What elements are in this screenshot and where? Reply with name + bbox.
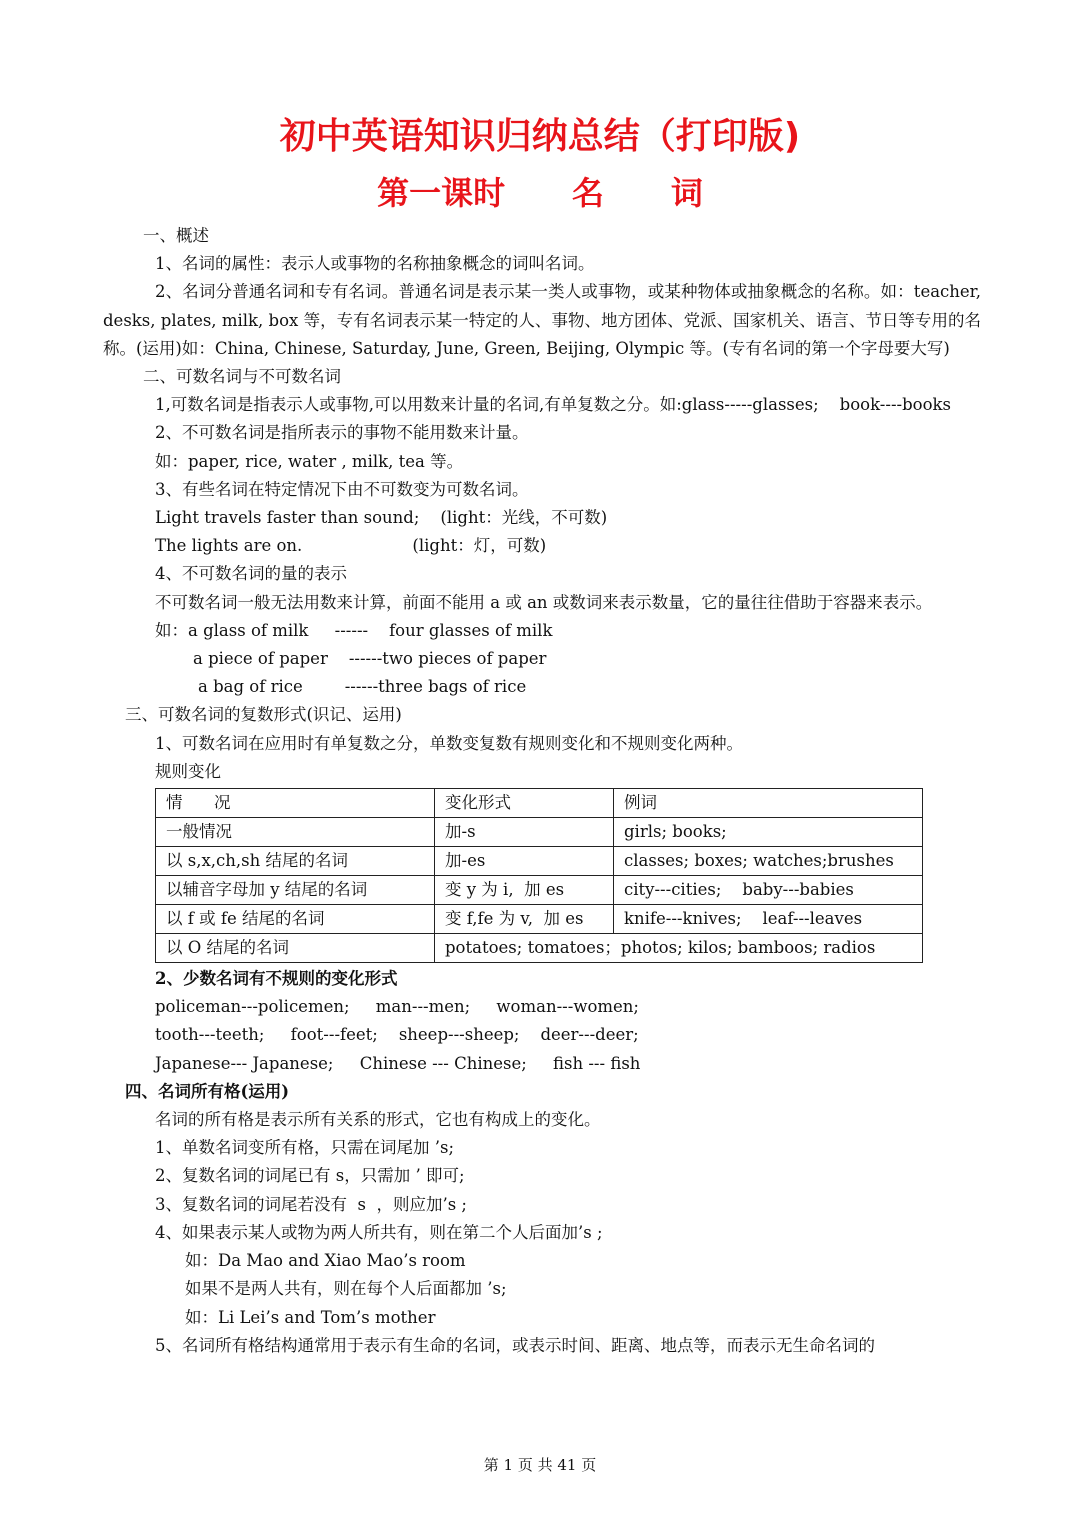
paragraph-possessive-5: 5、名词所有格结构通常用于表示有生命的名词，或表示时间、距离、地点等，而表示无生命名词的 [155,1335,875,1355]
paragraph-overview-1: 1、名词的属性：表示人或事物的名称抽象概念的词叫名词。 [155,254,595,274]
example-light-countable: The lights are on. (light：灯，可数) [155,536,547,556]
table-header-form: 变化形式 [435,789,614,818]
paragraph-overview-2: 2、名词分普通名词和专有名词。普通名词是表示某一类人或事物，或某种物体或抽象概念的名称。如：teacher, desks, plates, milk, box 等，专有名词表示某一特定的人、事物、地方团体、党派、国家机关、语言、节日等专用的名称。(运用)如：China, Chinese, Saturday, June, Green, Beijing, Olympic 等。(专有名词的第一个字母要大写) [103,282,987,358]
paragraph-possessive-4: 4、如果表示某人或物为两人所共有，则在第二个人后面加’s ; [155,1222,603,1242]
paragraph-possessive-3: 3、复数名词的词尾若没有 s ，则应加’s ; [155,1194,467,1214]
page-number-footer: 第 1 页 共 41 页 [483,1456,597,1474]
table-cell-case: 以 s,x,ch,sh 结尾的名词 [156,847,435,876]
table-header-case: 情 况 [156,789,435,818]
paragraph-countable-4-desc: 不可数名词一般无法用数来计算，前面不能用 a 或 an 或数词来表示数量，它的量往往借助于容器来表示。 [155,592,933,612]
paragraph-possessive-1: 1、单数名词变所有格，只需在词尾加 ’s; [155,1138,455,1158]
table-cell-examples: classes; boxes; watches;brushes [614,847,923,876]
table-cell-case: 以 f 或 fe 结尾的名词 [156,905,435,934]
note-not-shared: 如果不是两人共有，则在每个人后面都加 ’s; [185,1279,507,1299]
example-piece-of-paper: a piece of paper ------two pieces of paper [193,649,547,669]
table-cell-form: 变 f,fe 为 v, 加 es [435,905,614,934]
section-heading-countable: 二、可数名词与不可数名词 [143,367,341,387]
table-cell-form: 加-s [435,818,614,847]
table-row [156,876,923,905]
table-cell-examples: city---cities; baby---babies [614,876,923,905]
paragraph-countable-4: 4、不可数名词的量的表示 [155,564,347,584]
section-heading-plural: 三、可数名词的复数形式(识记、运用) [125,705,402,725]
table-header-examples: 例词 [614,789,923,818]
table-row [156,905,923,934]
paragraph-possessive-2: 2、复数名词的词尾已有 s，只需加 ’ 即可; [155,1166,465,1186]
paragraph-countable-1: 1,可数名词是指表示人或事物,可以用数来计量的名词,有单复数之分。如:glass-----glasses; book----books [155,395,951,415]
table-cell-examples-merged: potatoes; tomatoes；photos; kilos; bamboos; radios [435,934,923,963]
document-title: 初中英语知识归纳总结（打印版) [279,116,801,157]
paragraph-plural-2: 2、少数名词有不规则的变化形式 [155,969,398,989]
irregular-line-2: tooth---teeth; foot---feet; sheep---sheep; deer---deer; [155,1025,639,1045]
table-cell-case: 以 O 结尾的名词 [156,934,435,963]
paragraph-countable-3: 3、有些名词在特定情况下由不可数变为可数名词。 [155,479,529,499]
lesson-subtitle: 第一课时 名 词 [377,174,703,212]
table-cell-form: 变 y 为 i, 加 es [435,876,614,905]
example-separate-mothers: 如：Li Lei’s and Tom’s mother [185,1307,436,1327]
example-shared-room: 如：Da Mao and Xiao Mao’s room [185,1251,466,1271]
paragraph-countable-2: 2、不可数名词是指所表示的事物不能用数来计量。 [155,423,529,443]
table-cell-case: 一般情况 [156,818,435,847]
table-header-row [156,789,923,818]
table-cell-form: 加-es [435,847,614,876]
example-countable-2: 如：paper, rice, water , milk, tea 等。 [155,451,464,471]
table-row [156,818,923,847]
table-cell-examples: girls; books; [614,818,923,847]
example-bag-of-rice: a bag of rice ------three bags of rice [198,677,527,697]
table-row [156,934,923,963]
section-heading-overview: 一、概述 [143,226,209,245]
example-light-uncountable: Light travels faster than sound; (light：光线，不可数) [155,508,608,528]
label-regular-changes: 规则变化 [155,761,221,781]
table-cell-examples: knife---knives; leaf---leaves [614,905,923,934]
table-cell-case: 以辅音字母加 y 结尾的名词 [156,876,435,905]
table-row [156,847,923,876]
irregular-line-1: policeman---policemen; man---men; woman---women; [155,997,639,1017]
document-body [103,222,987,1360]
irregular-line-3: Japanese--- Japanese; Chinese --- Chinese; fish --- fish [155,1053,641,1073]
plural-rules-table [155,788,923,963]
example-glass-of-milk: 如：a glass of milk ------ four glasses of milk [155,620,553,640]
paragraph-possessive-desc: 名词的所有格是表示所有关系的形式，它也有构成上的变化。 [155,1110,601,1130]
paragraph-plural-1: 1、可数名词在应用时有单复数之分，单数变复数有规则变化和不规则变化两种。 [155,733,743,753]
section-heading-possessive: 四、名词所有格(运用) [125,1081,290,1101]
